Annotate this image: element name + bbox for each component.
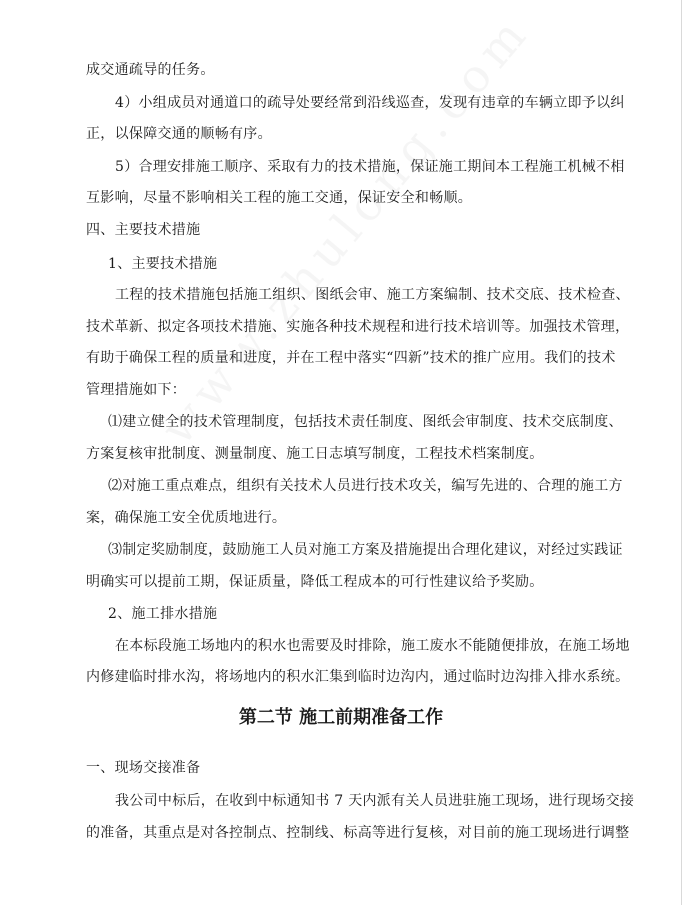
paragraph-line: 互影响，尽量不影响相关工程的施工交通，保证安全和畅顺。 [86, 190, 473, 206]
paragraph-line: ⑶制定奖励制度，鼓励施工人员对施工方案及措施提出合理化建议，对经过实践证 [108, 542, 623, 558]
paragraph-line: 技术革新、拟定各项技术措施、实施各种技术规程和进行技术培训等。加强技术管理， [86, 319, 630, 335]
section-subheading: 一、现场交接准备 [86, 760, 201, 776]
paragraph-line: 案，确保施工安全优质地进行。 [86, 510, 287, 526]
paragraph-line: 我公司中标后，在收到中标通知书 7 天内派有关人员进驻施工现场，进行现场交接 [115, 793, 635, 809]
paragraph-line: 工程的技术措施包括施工组织、图纸会审、施工方案编制、技术交底、技术检查、 [115, 287, 630, 303]
paragraph-line: 管理措施如下： [86, 382, 187, 398]
paragraph-line: 正，以保障交通的顺畅有序。 [86, 126, 272, 142]
paragraph-line: ⑵对施工重点难点，组织有关技术人员进行技术攻关，编写先进的、合理的施工方 [108, 478, 623, 494]
paragraph-line: 内修建临时排水沟，将场地内的积水汇集到临时边沟内，通过临时边沟排入排水系统。 [86, 669, 630, 685]
section-title: 第二节 施工前期准备工作 [238, 707, 444, 728]
paragraph-line: 成交通疏导的任务。 [86, 62, 215, 78]
paragraph-line: 有助于确保工程的质量和进度，并在工程中落实“四新”技术的推广应用。我们的技术 [86, 350, 616, 366]
paragraph-line: 的准备，其重点是对各控制点、控制线、标高等进行复核，对目前的施工现场进行调整 [86, 825, 630, 841]
paragraph-line: 方案复核审批制度、测量制度、施工日志填写制度，工程技术档案制度。 [86, 446, 544, 462]
section-subheading: 2、施工排水措施 [108, 606, 218, 622]
paragraph-line: 4）小组成员对通道口的疏导处要经常到沿线巡查，发现有违章的车辆立即予以纠 [115, 95, 625, 111]
paragraph-line: 明确实可以提前工期，保证质量，降低工程成本的可行性建议给予奖励。 [86, 574, 544, 590]
paragraph-line: 5）合理安排施工顺序、采取有力的技术措施，保证施工期间本工程施工机械不相 [115, 159, 625, 175]
section-subheading: 四、主要技术措施 [86, 222, 201, 238]
paragraph-line: 在本标段施工场地内的积水也需要及时排除，施工废水不能随便排放，在施工场地 [115, 638, 630, 654]
paragraph-line: ⑴建立健全的技术管理制度，包括技术责任制度、图纸会审制度、技术交底制度、 [108, 414, 623, 430]
section-subheading: 1、主要技术措施 [108, 256, 218, 272]
